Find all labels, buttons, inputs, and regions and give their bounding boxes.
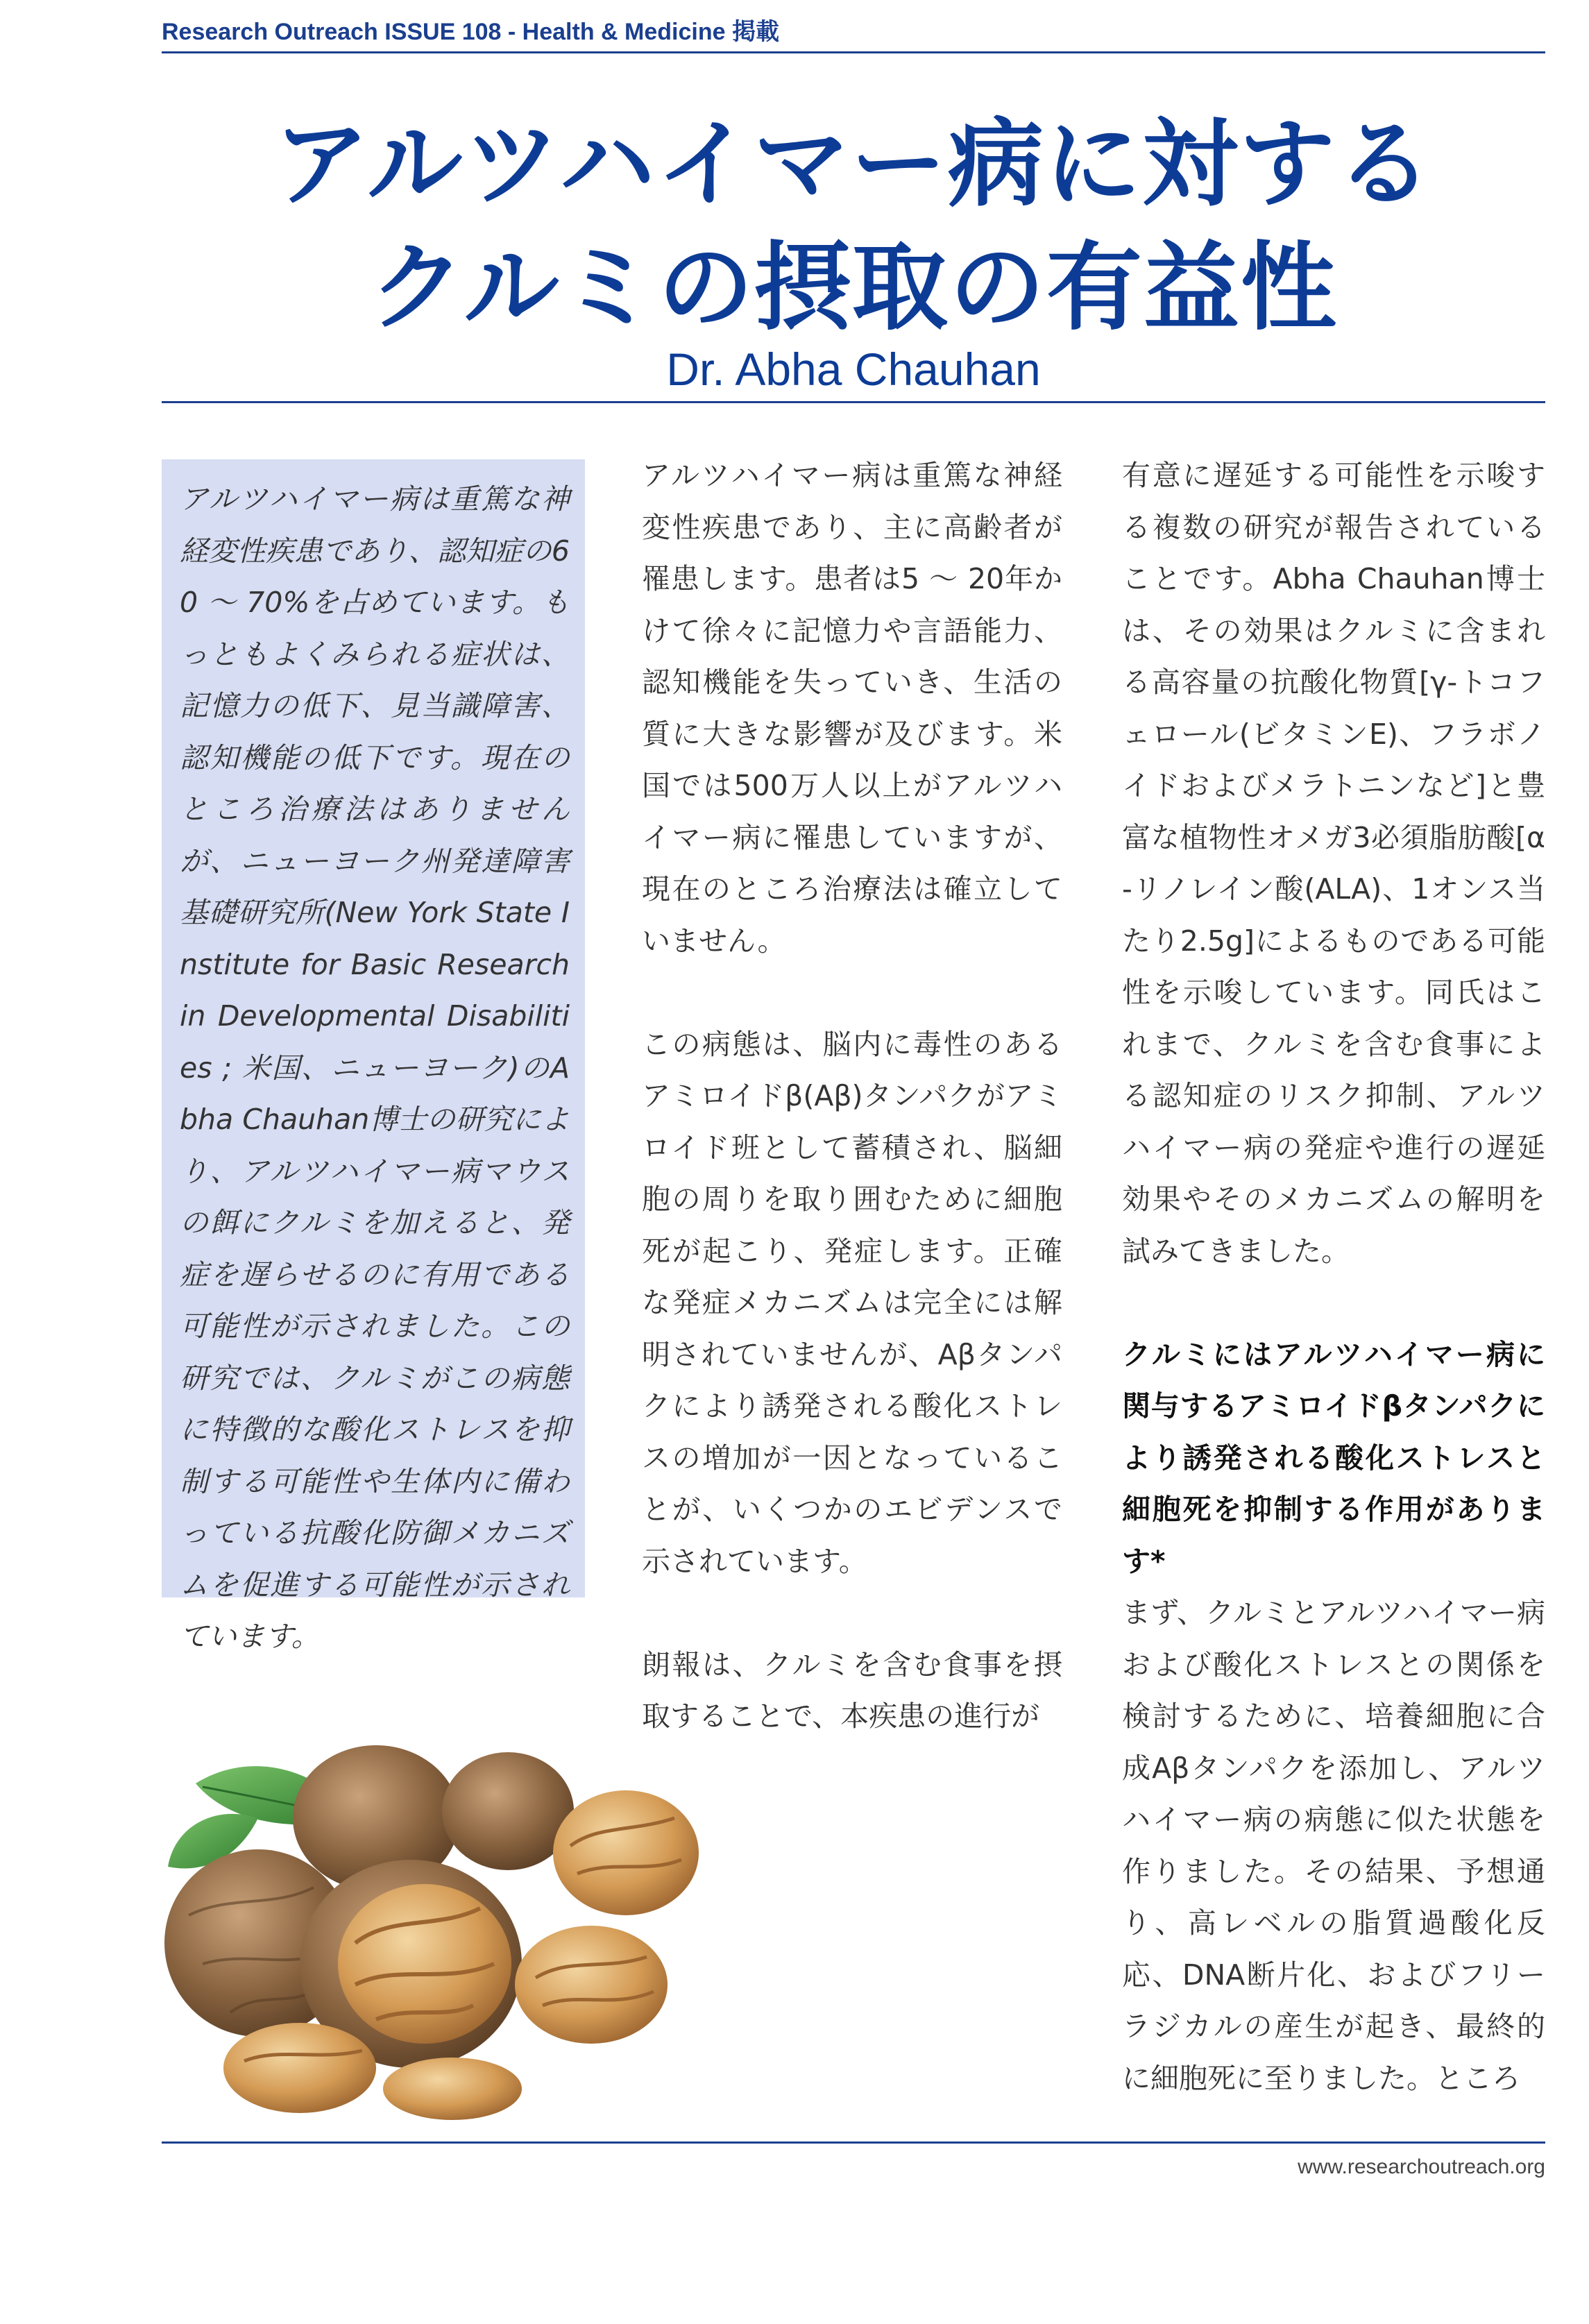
article-title <box>162 103 1545 350</box>
body-paragraph: アルツハイマー病は重篤な神経変性疾患であり、主に高齢者が罹患します。患者は5 ～ 20年かけて徐々に記憶力や言語能力、認知機能を失っていき、生活の質に大きな影響が及びます。米国では500万人以上がアルツハイマー病に罹患していますが、現在のところ治療法は確立していません。 <box>642 459 1062 958</box>
body-paragraph: 朗報は、クルミを含む食事を摂取することで、本疾患の進行が <box>642 1647 1062 1733</box>
article-title-line-2: クルミの摂取の有益性 <box>369 232 1338 343</box>
body-column-2 <box>642 450 1062 1742</box>
article-title-line-1: アルツハイマー病に対する <box>273 108 1434 220</box>
body-paragraph: この病態は、脳内に毒性のあるアミロイドβ(Aβ)タンパクがアミロイド班として蓄積され、脳細胞の周りを取り囲むために細胞死が起こり、発症します。正確な発症メカニズムは完全には解明されていませんが、Aβタンパクにより誘発される酸化ストレスの増加が一因となっていることが、いくつかのエビデンスで示されています。 <box>642 1027 1062 1578</box>
body-column-3 <box>1122 450 1545 2104</box>
summary-box <box>162 459 585 1653</box>
body-paragraph: まず、クルミとアルツハイマー病および酸化ストレスとの関係を検討するために、培養細胞に合成Aβタンパクを添加し、アルツハイマー病の病態に似た状態を作りました。その結果、予想通り、高レベルの脂質過酸化反応、DNA断片化、およびフリーラジカルの産生が起き、最終的に細胞死に至りました。ところ <box>1122 1596 1545 2095</box>
article-author: Dr. Abha Chauhan <box>666 343 1041 395</box>
section-heading: クルミにはアルツハイマー病に関与するアミロイドβタンパクにより誘発される酸化ストレスと細胞死を抑制する作用があります* <box>1122 1337 1545 1578</box>
title-divider <box>162 401 1545 403</box>
header-divider <box>162 51 1545 53</box>
footer-divider <box>162 2141 1545 2144</box>
walnut-image <box>147 1742 702 2120</box>
publication-header: Research Outreach ISSUE 108 - Health & Medicine 掲載 <box>162 19 779 45</box>
body-paragraph: 有意に遅延する可能性を示唆する複数の研究が報告されていることです。Abha Chauhan博士は、その効果はクルミに含まれる高容量の抗酸化物質[γ-トコフェロール(ビタミンE)、フラボノイドおよびメラトニンなど]と豊富な植物性オメガ3必須脂肪酸[α-リノレイン酸(ALA)、1オンス当たり2.5g]によるものである可能性を示唆しています。同氏はこれまで、クルミを含む食事による認知症のリスク抑制、アルツハイマー病の発症や進行の遅延効果やそのメカニズムの解明を試みてきました。 <box>1122 459 1545 1268</box>
footer-website-link[interactable]: www.researchoutreach.org <box>1298 2155 1545 2178</box>
summary-text: アルツハイマー病は重篤な神経変性疾患であり、認知症の60 ～ 70%を占めています。もっともよくみられる症状は、記憶力の低下、見当識障害、認知機能の低下です。現在のところ治療法はありませんが、ニューヨーク州発達障害基礎研究所(New York State Institute for Basic Research in Developmental Disabilities ; 米国、ニューヨーク)のAbha Chauhan博士の研究により、アルツハイマー病マウスの餌にクルミを加えると、発症を遅らせるのに有用である可能性が示されました。この研究では、クルミがこの病態に特徴的な酸化ストレスを抑制する可能性や生体内に備わっている抗酸化防御メカニズムを促進する可能性が示されています。 <box>180 482 570 1653</box>
